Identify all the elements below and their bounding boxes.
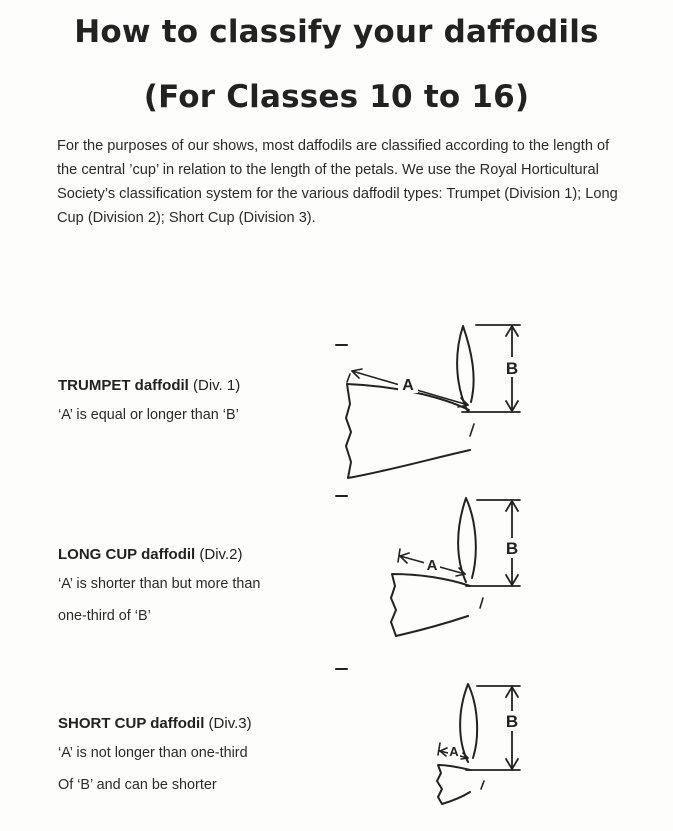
short-cup-cup-outline	[437, 765, 470, 804]
short-cup-division: (Div.3)	[204, 715, 252, 732]
trumpet-petal	[457, 326, 474, 412]
intro-paragraph: For the purposes of our shows, most daffodils are classified according to the length of the central ’cup’ in relation to the length of the petals. We use the Royal Horticultural Society’s classification system for the various daffodil types: Trumpet (Division 1); Long Cup (Division 2); Short Cup (Division 3).	[57, 138, 618, 226]
page-subtitle: (For Classes 10 to 16)	[143, 79, 530, 115]
long-cup-label-b: B	[505, 539, 519, 558]
short-cup-label-a: A	[449, 744, 459, 759]
trumpet-division: (Div. 1)	[188, 377, 241, 394]
long-cup-diagram	[391, 498, 522, 636]
trumpet-cup-outline	[346, 384, 470, 478]
trumpet-label-b: B	[505, 359, 519, 378]
short-cup-description-2: Of ‘B’ and can be shorter	[58, 777, 217, 793]
long-cup-description-1: ‘A’ is shorter than but more than	[58, 576, 261, 592]
short-cup-label-b: B	[505, 712, 519, 731]
short-cup-diagram	[437, 684, 522, 804]
trumpet-description: ‘A’ is equal or longer than ‘B’	[58, 407, 239, 423]
short-cup-petal	[460, 684, 477, 762]
long-cup-cup-outline	[391, 574, 470, 636]
short-cup-description-1: ‘A’ is not longer than one-third	[58, 745, 248, 761]
long-cup-division: (Div.2)	[195, 546, 243, 563]
trumpet-name: TRUMPET daffodil	[58, 377, 189, 394]
trumpet-label-a: A	[402, 377, 414, 394]
long-cup-description-2: one-third of ‘B’	[58, 608, 151, 624]
trumpet-diagram	[346, 325, 522, 478]
short-cup-name: SHORT CUP daffodil	[58, 715, 205, 732]
page-title: How to classify your daffodils	[74, 14, 599, 50]
long-cup-name: LONG CUP daffodil	[58, 546, 196, 563]
long-cup-label-a: A	[426, 557, 438, 574]
